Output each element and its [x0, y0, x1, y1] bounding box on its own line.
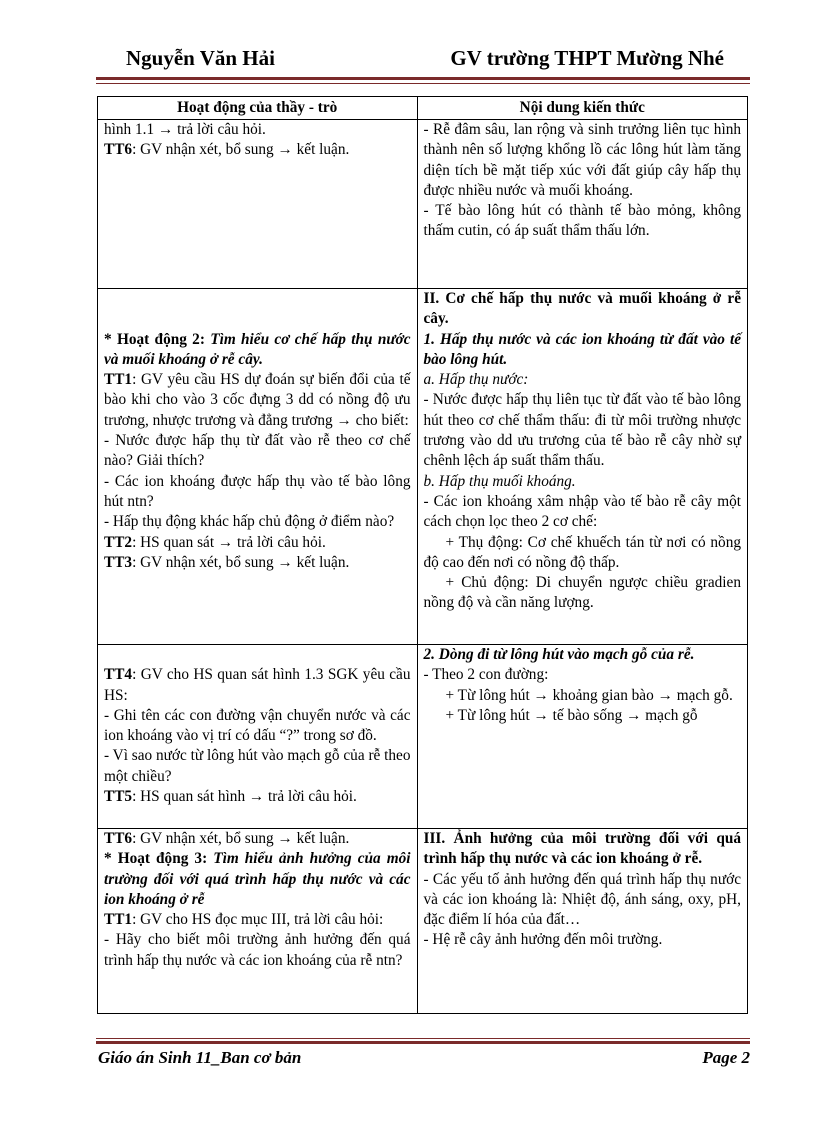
content-paragraph: + Từ lông hút → tế bào sống → mạch gỗ	[445, 706, 698, 724]
header-rule-thick	[96, 77, 750, 80]
subsection-heading: 1. Hấp thụ nước và các ion khoáng từ đất vào tế bào lông hút.	[423, 330, 741, 368]
step-tt1: TT1: GV cho HS đọc mục III, trả lời câu hỏi:	[104, 911, 384, 929]
step-tt2: TT2: HS quan sát → trả lời câu hỏi.	[104, 533, 326, 551]
page-header	[96, 46, 746, 76]
content-paragraph: - Tế bào lông hút có thành tế bào mỏng, không thấm cutin, có áp suất thẩm thấu lớn.	[423, 202, 741, 240]
content-paragraph: - Hệ rễ cây ảnh hưởng đến môi trường.	[423, 931, 663, 949]
lesson-table	[97, 96, 748, 1014]
col-header-activities: Hoạt động của thầy - trò	[98, 97, 418, 120]
sub-item-heading: a. Hấp thụ nước:	[423, 371, 529, 389]
activity-heading: * Hoạt động 2: Tìm hiểu cơ chế hấp thụ nước và muối khoáng ở rễ cây.	[104, 330, 411, 368]
question: - Các ion khoáng được hấp thụ vào tế bào lông hút ntn?	[104, 472, 411, 510]
table-row	[98, 289, 748, 645]
footer-title: Giáo án Sinh 11_Ban cơ bản	[98, 1048, 302, 1067]
author-name: Nguyễn Văn Hải	[126, 46, 275, 70]
content-paragraph: - Rễ đâm sâu, lan rộng và sinh trưởng liên tục hình thành nên số lượng khổng lồ các lông hút làm tăng diện tích bề mặt tiếp xúc với đất giúp cây hấp thụ được nhiều nước và muối khoáng.	[423, 121, 741, 199]
content-paragraph: + Chủ động: Di chuyển ngược chiều gradien nồng độ và cần năng lượng.	[423, 574, 741, 612]
table-header-row	[98, 97, 748, 120]
header-rule-thin	[96, 83, 750, 84]
activity-cell	[98, 645, 418, 829]
footer-rule-thin	[96, 1038, 750, 1039]
activity-cell	[98, 829, 418, 1014]
step-tt6: TT6: GV nhận xét, bổ sung → kết luận.	[104, 830, 350, 847]
step-tt3: TT3: GV nhận xét, bổ sung → kết luận.	[104, 553, 350, 571]
content-paragraph: - Các ion khoáng xâm nhập vào tế bào rễ cây một cách chọn lọc theo 2 cơ chế:	[423, 492, 741, 531]
step-tt6: TT6: GV nhận xét, bổ sung → kết luận.	[104, 141, 350, 159]
activity-heading: * Hoạt động 3: Tìm hiểu ảnh hưởng của môi trường đối với quá trình hấp thụ nước và các ion khoáng ở rễ	[104, 850, 411, 908]
table-row	[98, 645, 748, 829]
table-row	[98, 829, 748, 1014]
question: - Hấp thụ động khác hấp chủ động ở điểm nào?	[104, 513, 395, 531]
content-cell	[417, 120, 748, 289]
question: - Ghi tên các con đường vận chuyển nước và các ion khoáng vào vị trí có dấu “?” trong sơ đồ.	[104, 706, 411, 745]
step-tt1: TT1: GV yêu cầu HS dự đoán sự biến đổi của tế bào khi cho vào 3 cốc đựng 3 dd có nồng độ ưu trương, nhược trương và đẳng trương → cho biết:	[104, 371, 411, 429]
activity-cell	[98, 289, 418, 645]
content-cell	[417, 289, 748, 645]
col-header-content: Nội dung kiến thức	[417, 97, 748, 120]
footer-rule-thick	[96, 1041, 750, 1044]
sub-item-heading: b. Hấp thụ muối khoáng.	[423, 472, 576, 490]
activity-cell	[98, 120, 418, 289]
content-cell	[417, 645, 748, 829]
text-line: hình 1.1 → trả lời câu hỏi.	[104, 121, 266, 138]
content-paragraph: - Theo 2 con đường:	[423, 666, 549, 684]
content-paragraph: - Nước được hấp thụ liên tục từ đất vào tế bào lông hút theo cơ chế thẩm thấu: đi từ môi trường nhược trương vào dd ưu trương của tế bào rễ cây nhờ sự chênh lệch áp suất thẩm thấu.	[423, 391, 741, 470]
section-heading: III. Ảnh hưởng của môi trường đối với quá trình hấp thụ nước và các ion khoáng ở rễ.	[423, 830, 741, 868]
subsection-heading: 2. Dòng đi từ lông hút vào mạch gỗ của rễ.	[423, 646, 695, 663]
table-row	[98, 120, 748, 289]
step-tt4: TT4: GV cho HS quan sát hình 1.3 SGK yêu cầu HS:	[104, 666, 411, 704]
content-cell	[417, 829, 748, 1014]
question: - Hãy cho biết môi trường ảnh hưởng đến quá trình hấp thụ nước và các ion khoáng của rễ ntn?	[104, 931, 411, 969]
content-paragraph: - Các yếu tố ảnh hưởng đến quá trình hấp thụ nước và các ion khoáng là: Nhiệt độ, ánh sáng, oxy, pH, đặc điểm lí hóa của đất…	[423, 870, 741, 929]
question: - Nước được hấp thụ từ đất vào rễ theo cơ chế nào? Giải thích?	[104, 432, 411, 470]
section-heading: II. Cơ chế hấp thụ nước và muối khoáng ở rễ cây.	[423, 290, 741, 328]
step-tt5: TT5: HS quan sát hình → trả lời câu hỏi.	[104, 788, 357, 806]
content-paragraph: + Thụ động: Cơ chế khuếch tán từ nơi có nồng độ cao đến nơi có nồng độ thấp.	[423, 533, 741, 571]
question: - Vì sao nước từ lông hút vào mạch gỗ của rễ theo một chiều?	[104, 747, 411, 785]
page-number: Page 2	[702, 1048, 750, 1067]
school-name: GV trường THPT Mường Nhé	[450, 46, 724, 70]
content-paragraph: + Từ lông hút → khoảng gian bào → mạch gỗ.	[445, 686, 733, 704]
